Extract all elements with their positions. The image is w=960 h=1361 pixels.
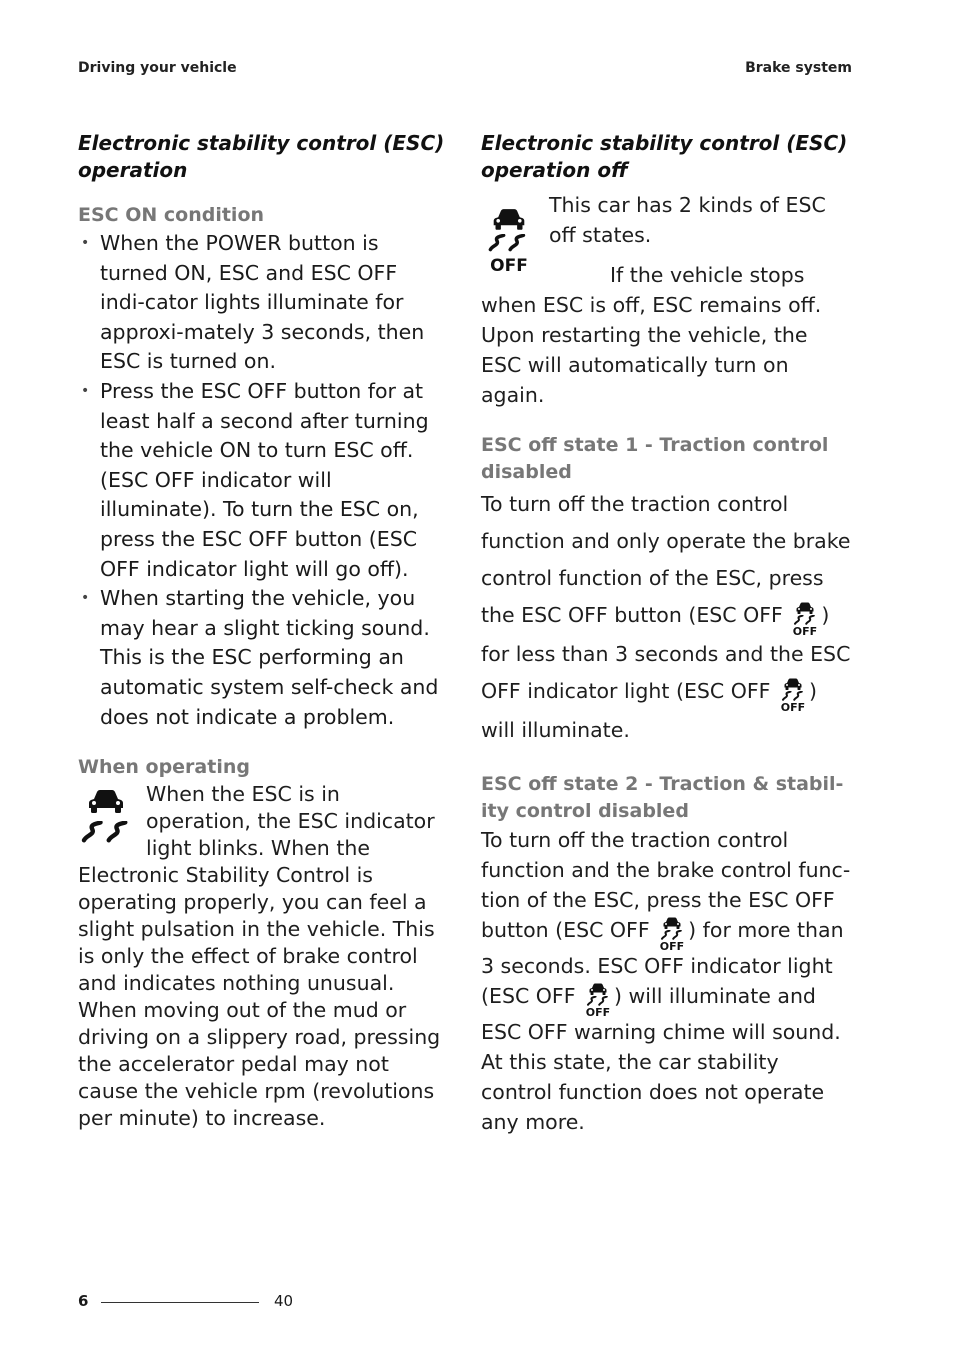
esc-on-condition-list (78, 229, 446, 732)
esc-off-restart-note: If the vehicle stops when ESC is off, ESC remains off. Upon restarting the vehicle, the ESC will automatically turn on again. (481, 263, 822, 407)
esc-off-icon-label: OFF (490, 256, 528, 274)
slippery-road-paragraph: When moving out of the mud or driving on a slippery road, pressing the accelerator pedal may not cause the vehicle rpm (revolutions per minute) to increase. (78, 998, 441, 1131)
esc-off-intro: This car has 2 kinds of ESC off states. (549, 193, 826, 247)
svg-text:OFF: OFF (659, 940, 685, 951)
svg-text:OFF: OFF (793, 625, 818, 636)
right-column (481, 130, 851, 1137)
list-item: • Press the ESC OFF button for at least half a second after turning the vehicle ON to turn ESC off. (ESC OFF indicator will illuminate). To turn the ESC on, press the ESC OFF button (ESC OFF indicator light will go off). (78, 377, 446, 584)
esc-off-indicator-icon (583, 983, 613, 1017)
esc-off-icon (657, 917, 687, 951)
esc-off-title: Electronic stability control (ESC) operation off (481, 131, 848, 182)
esc-off-state1-text: To turn off the traction control function and only operate the brake control function of the ESC, press the ESC OFF button (ESC OFF OFF ) for less than 3 seconds and the ESC OFF indicator light (ESC OFF OFF ) will illuminate. (481, 492, 851, 742)
when-operating-paragraph: When the ESC is in operation, the ESC indicator light blinks. When the Electronic Stability Control is operating properly, you can feel a slight pulsation in the vehicle. This is only the effect of brake control and indicates nothing unusual. (78, 782, 435, 996)
list-item: • When starting the vehicle, you may hear a slight ticking sound. This is the ESC performing an automatic system self-check and does not indicate a problem. (78, 584, 446, 732)
running-header-section: Driving your vehicle (78, 60, 237, 76)
page-number: 40 (274, 1292, 294, 1310)
chapter-number: 6 (78, 1292, 89, 1310)
esc-on-condition-heading: ESC ON condition (78, 204, 265, 226)
esc-off-state2-text: To turn off the traction control function and the brake control func-tion of the ESC, press the ESC OFF button (ESC OFF OFF ) for more than 3 seconds. ESC OFF indicator light (ESC OFF OFF ) will illuminate and ESC OFF warning chime will sound. At this state, the car stability control function does not operate any more. (481, 828, 851, 1134)
esc-indicator-icon (78, 787, 134, 847)
running-header-topic: Brake system (745, 60, 852, 76)
svg-text:OFF: OFF (780, 701, 806, 712)
left-column (78, 130, 446, 1132)
when-operating-heading: When operating (78, 756, 250, 779)
esc-off-icon (790, 602, 820, 636)
footer-divider (101, 1302, 259, 1303)
svg-text:OFF: OFF (585, 1006, 611, 1017)
esc-off-icon (481, 208, 537, 274)
esc-operation-title: Electronic stability control (ESC) operation (78, 131, 445, 182)
esc-off-state1-heading: ESC off state 1 - Traction control disabled (481, 434, 829, 483)
list-item: • When the POWER button is turned ON, ESC and ESC OFF indi-cator lights illuminate for approxi-mately 3 seconds, then ESC is turned on. (78, 229, 446, 377)
esc-off-state2-heading: ESC off state 2 - Traction & stabil-ity control disabled (481, 773, 844, 822)
esc-off-indicator-icon (778, 678, 808, 712)
